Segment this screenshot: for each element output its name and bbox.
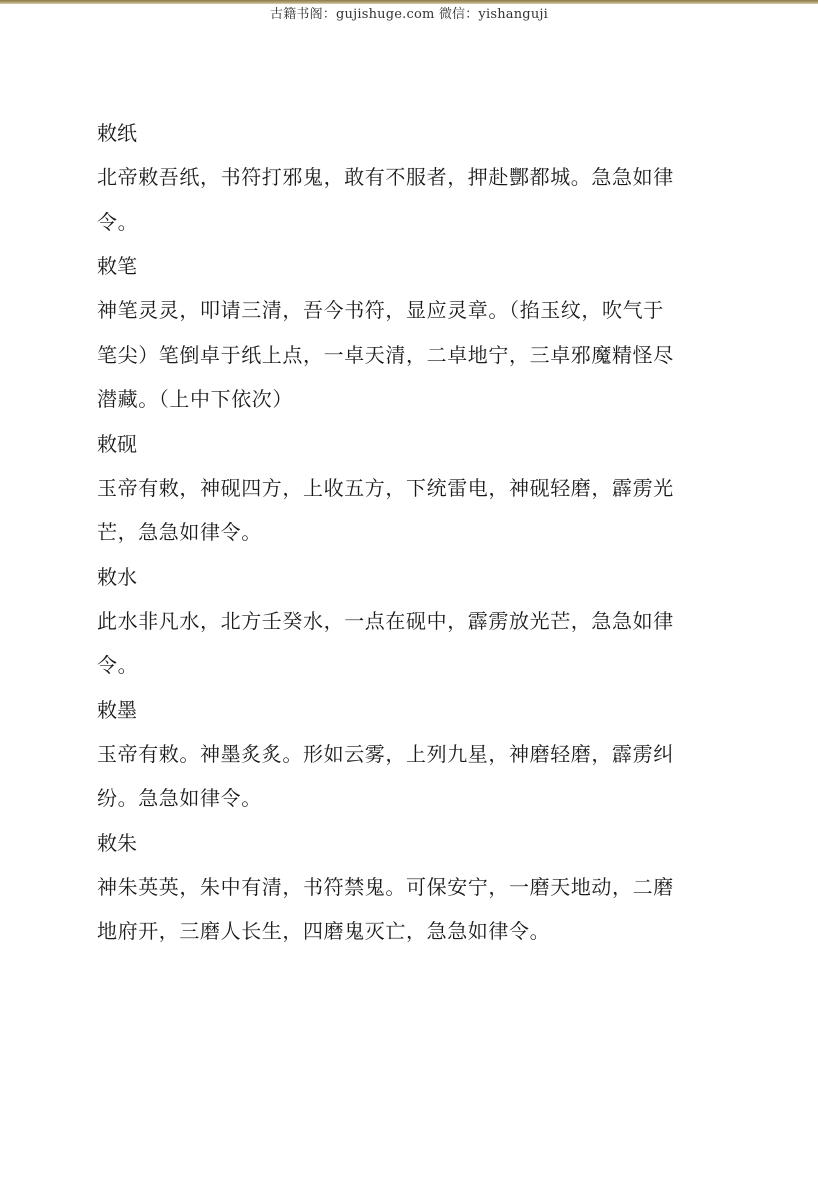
section-text [97, 865, 707, 954]
text-line: 玉帝有敕。神墨炙炙。形如云雾，上列九星，神磨轻磨，霹雳纠 [97, 741, 674, 766]
page-header: 古籍书阁：gujishuge.com 微信：yishanguji [270, 7, 548, 22]
text-line: 此水非凡水，北方壬癸水，一点在砚中，霹雳放光芒，急急如律 [97, 608, 674, 633]
section-text [97, 732, 707, 821]
section-title: 敕水 [97, 564, 137, 589]
section-title: 敕笔 [97, 254, 137, 278]
text-line: 芒，急急如律令。 [97, 520, 262, 544]
section-inkstone [97, 422, 707, 555]
section-title: 敕砚 [97, 431, 137, 456]
text-line: 地府开，三磨人长生，四磨鬼灭亡，急急如律令。 [97, 919, 551, 943]
section-title: 敕墨 [97, 697, 137, 722]
section-ink [97, 688, 707, 821]
text-line: 令。 [97, 653, 139, 677]
section-paper [97, 111, 707, 244]
section-brush [97, 244, 707, 422]
section-title: 敕朱 [97, 830, 137, 855]
section-cinnabar [97, 821, 707, 954]
section-text [97, 599, 707, 688]
text-line: 北帝敕吾纸，书符打邪鬼，敢有不服者，押赴酆都城。急急如律 [97, 165, 674, 189]
section-text [97, 288, 707, 422]
section-water [97, 555, 707, 688]
section-text [97, 466, 707, 555]
text-line: 潜藏。（上中下依次） [97, 387, 293, 411]
header-rule [0, 0, 818, 4]
text-line: 令。 [97, 209, 139, 234]
text-line: 玉帝有敕，神砚四方，上收五方，下统雷电，神砚轻磨，霹雳光 [97, 475, 674, 500]
section-title: 敕纸 [97, 121, 137, 145]
document-body [97, 111, 707, 954]
section-text [97, 155, 707, 244]
text-line: 纷。急急如律令。 [97, 786, 262, 810]
text-line: 神笔灵灵，叩请三清，吾今书符，显应灵章。（掐玉纹，吹气于 [97, 298, 664, 322]
text-line: 笔尖）笔倒卓于纸上点，一卓天清，二卓地宁，三卓邪魔精怪尽 [97, 342, 674, 367]
text-line: 神朱英英，朱中有清，书符禁鬼。可保安宁，一磨天地动，二磨 [97, 874, 674, 899]
